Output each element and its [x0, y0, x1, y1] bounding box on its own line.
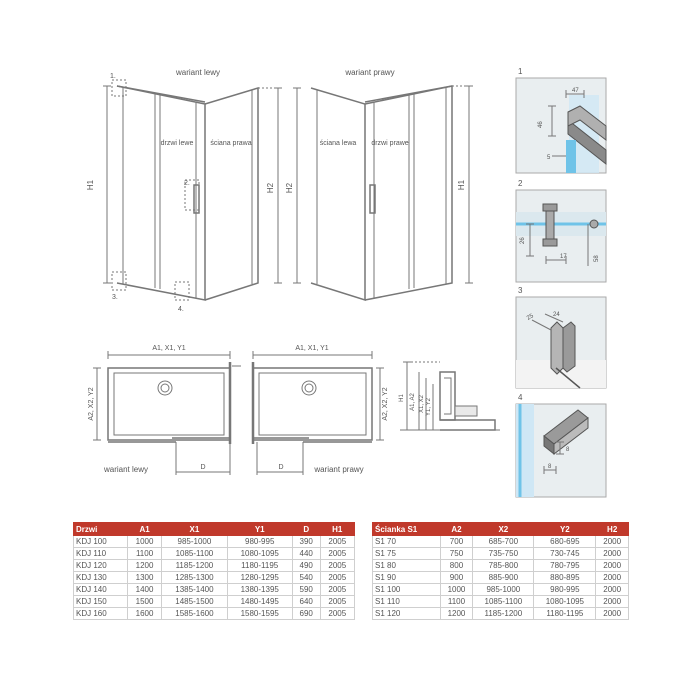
- wall-panel-table-row: [373, 608, 629, 620]
- detail-3-dim-25: 25: [526, 313, 535, 322]
- doors-table-cell: 980-995: [227, 536, 292, 548]
- wall-panel-table-row: [373, 536, 629, 548]
- detail-1-dim-46: 46: [538, 121, 544, 128]
- doors-table-cell: KDJ 100: [74, 536, 128, 548]
- doors-table-header-cell: X1: [162, 523, 227, 536]
- h1-label-left: H1: [86, 179, 95, 191]
- dim-d-left: D: [200, 464, 206, 471]
- wall-panel-table-cell: S1 110: [373, 596, 441, 608]
- detail-4-dim-8-width: 8: [548, 464, 552, 470]
- doors-table-cell: 1400: [127, 584, 161, 596]
- doors-table: [73, 522, 355, 620]
- doors-table-header-cell: Drzwi: [74, 523, 128, 536]
- doors-table-cell: 1580-1595: [227, 608, 292, 620]
- wall-panel-table-cell: 980-995: [534, 584, 596, 596]
- wall-panel-table-header-cell: X2: [473, 523, 534, 536]
- wall-panel-table-cell: 2000: [596, 584, 629, 596]
- doors-table-cell: 1085-1100: [162, 548, 227, 560]
- wall-panel-table-row: [373, 572, 629, 584]
- detail-3-dim-24: 24: [553, 312, 560, 318]
- doors-table-cell: 2005: [320, 560, 354, 572]
- left-variant-elevation: [103, 80, 282, 300]
- detail-3-number: 3: [518, 286, 523, 295]
- drzwi-lewe-label: drzwi lewe: [160, 140, 194, 147]
- detail-box-1: [516, 78, 606, 173]
- wall-panel-table-cell: 880-895: [534, 572, 596, 584]
- wall-panel-table-cell: 2000: [596, 536, 629, 548]
- h2-label-right: H2: [285, 182, 294, 194]
- detail-2-dim-26: 26: [520, 237, 526, 244]
- profile-x1x2-label: X1, X2: [419, 394, 425, 414]
- doors-table-cell: KDJ 160: [74, 608, 128, 620]
- profile-h1-label: H1: [399, 394, 405, 402]
- detail-2-number: 2: [518, 179, 523, 188]
- callout-2-label: 2.: [184, 180, 190, 187]
- doors-table-cell: 440: [292, 548, 320, 560]
- wall-panel-table-cell: 2000: [596, 572, 629, 584]
- doors-table-cell: KDJ 140: [74, 584, 128, 596]
- dim-a1x1y1-left: A1, X1, Y1: [152, 345, 186, 352]
- doors-table-cell: 2005: [320, 608, 354, 620]
- doors-table-cell: 1000: [127, 536, 161, 548]
- wall-panel-table-cell: 700: [440, 536, 473, 548]
- wall-panel-table-cell: S1 120: [373, 608, 441, 620]
- doors-table-header-cell: A1: [127, 523, 161, 536]
- doors-table-cell: 390: [292, 536, 320, 548]
- doors-table-header-cell: Y1: [227, 523, 292, 536]
- wall-panel-table-cell: 2000: [596, 560, 629, 572]
- h1-label-right: H1: [457, 179, 466, 191]
- doors-table-cell: 1280-1295: [227, 572, 292, 584]
- doors-table-cell: KDJ 120: [74, 560, 128, 572]
- doors-table-cell: 2005: [320, 548, 354, 560]
- doors-table-cell: 1485-1500: [162, 596, 227, 608]
- wall-panel-table-body: [373, 536, 629, 620]
- detail-4-number: 4: [518, 393, 523, 402]
- detail-1-dim-47: 47: [572, 88, 579, 94]
- detail-box-3: [516, 297, 606, 388]
- wall-panel-table-cell: 2000: [596, 548, 629, 560]
- callout-4-label: 4.: [178, 306, 184, 313]
- doors-table-header-cell: H1: [320, 523, 354, 536]
- doors-table-cell: 540: [292, 572, 320, 584]
- doors-table-row: [74, 608, 355, 620]
- wall-panel-table-row: [373, 548, 629, 560]
- wall-panel-table-cell: 2000: [596, 596, 629, 608]
- wall-panel-table-cell: 680-695: [534, 536, 596, 548]
- wall-panel-table-cell: 1180-1195: [534, 608, 596, 620]
- doors-table-cell: 985-1000: [162, 536, 227, 548]
- right-variant-elevation: [293, 86, 473, 300]
- wall-panel-table-header-cell: Ścianka S1: [373, 523, 441, 536]
- doors-table-cell: 1100: [127, 548, 161, 560]
- wall-panel-table-cell: 1100: [440, 596, 473, 608]
- wariant-lewy-plan-label: wariant lewy: [103, 465, 149, 474]
- doors-table-cell: 2005: [320, 596, 354, 608]
- doors-table-cell: KDJ 130: [74, 572, 128, 584]
- wall-panel-table-cell: S1 80: [373, 560, 441, 572]
- doors-table-cell: 490: [292, 560, 320, 572]
- wall-panel-table-cell: 735-750: [473, 548, 534, 560]
- wall-panel-table-header-cell: H2: [596, 523, 629, 536]
- profile-y1y2-label: Y1, Y2: [426, 398, 432, 416]
- doors-table-cell: 1600: [127, 608, 161, 620]
- detail-box-2: [516, 190, 606, 282]
- doors-table-header: [74, 523, 355, 536]
- callout-box-4: [175, 282, 189, 300]
- doors-table-cell: 2005: [320, 572, 354, 584]
- wall-panel-table-cell: 785-800: [473, 560, 534, 572]
- doors-table-row: [74, 536, 355, 548]
- detail-2-dim-17: 17: [560, 254, 567, 260]
- dim-a2x2y2-left: A2, X2, Y2: [88, 387, 95, 421]
- wall-panel-table: [372, 522, 629, 620]
- sciana-prawa-label: ściana prawa: [210, 140, 252, 147]
- detail-1-dim-5: 5: [547, 155, 551, 161]
- dim-d-right: D: [278, 464, 284, 471]
- doors-table-row: [74, 560, 355, 572]
- doors-table-cell: 1385-1400: [162, 584, 227, 596]
- doors-table-row: [74, 572, 355, 584]
- doors-table-cell: 590: [292, 584, 320, 596]
- wall-panel-table-row: [373, 596, 629, 608]
- wall-panel-table-cell: 1200: [440, 608, 473, 620]
- wall-panel-table-cell: 1085-1100: [473, 596, 534, 608]
- wall-panel-table-cell: 1080-1095: [534, 596, 596, 608]
- wall-panel-table-cell: 780-795: [534, 560, 596, 572]
- wall-panel-table-cell: S1 90: [373, 572, 441, 584]
- doors-table-cell: 2005: [320, 536, 354, 548]
- doors-table-cell: 1480-1495: [227, 596, 292, 608]
- dim-a2x2y2-right: A2, X2, Y2: [382, 387, 389, 421]
- wariant-lewy-top-label: wariant lewy: [175, 68, 221, 77]
- doors-table-cell: 1585-1600: [162, 608, 227, 620]
- doors-table-header-cell: D: [292, 523, 320, 536]
- wall-panel-table-cell: 730-745: [534, 548, 596, 560]
- h2-label-left: H2: [266, 182, 275, 194]
- doors-table-row: [74, 548, 355, 560]
- doors-table-cell: 2005: [320, 584, 354, 596]
- doors-table-row: [74, 584, 355, 596]
- left-plan-view: [93, 351, 241, 475]
- doors-table-cell: 1180-1195: [227, 560, 292, 572]
- doors-table-cell: 1080-1095: [227, 548, 292, 560]
- doors-table-cell: 1200: [127, 560, 161, 572]
- profile-a1a2-label: A1, A2: [410, 393, 416, 411]
- wall-panel-table-cell: 800: [440, 560, 473, 572]
- doors-table-cell: 1285-1300: [162, 572, 227, 584]
- wall-panel-table-cell: 1185-1200: [473, 608, 534, 620]
- detail-4-dim-8-height: 8: [566, 447, 570, 453]
- wall-panel-table-cell: S1 70: [373, 536, 441, 548]
- doors-table-cell: 690: [292, 608, 320, 620]
- detail-box-4: [516, 404, 606, 497]
- wall-panel-table-cell: 900: [440, 572, 473, 584]
- doors-table-cell: 1500: [127, 596, 161, 608]
- wall-panel-table-row: [373, 560, 629, 572]
- doors-table-cell: 1185-1200: [162, 560, 227, 572]
- wariant-prawy-top-label: wariant prawy: [345, 68, 395, 77]
- drzwi-prawe-label: drzwi prawe: [371, 140, 409, 147]
- wall-panel-table-cell: 750: [440, 548, 473, 560]
- wall-panel-table-header: [373, 523, 629, 536]
- wall-panel-table-cell: 1000: [440, 584, 473, 596]
- callout-3-label: 3.: [112, 294, 118, 301]
- doors-table-cell: 1380-1395: [227, 584, 292, 596]
- wall-panel-table-row: [373, 584, 629, 596]
- doors-table-row: [74, 596, 355, 608]
- callout-box-3: [112, 272, 126, 290]
- doors-table-cell: 640: [292, 596, 320, 608]
- callout-1-label: 1.: [110, 73, 116, 80]
- wariant-prawy-plan-label: wariant prawy: [314, 465, 364, 474]
- wall-panel-table-header-cell: Y2: [534, 523, 596, 536]
- detail-1-number: 1: [518, 67, 523, 76]
- doors-table-cell: KDJ 110: [74, 548, 128, 560]
- wall-panel-table-cell: 2000: [596, 608, 629, 620]
- dim-a1x1y1-right: A1, X1, Y1: [295, 345, 329, 352]
- wall-panel-table-header-cell: A2: [440, 523, 473, 536]
- doors-table-body: [74, 536, 355, 620]
- doors-table-cell: 1300: [127, 572, 161, 584]
- wall-panel-table-cell: S1 100: [373, 584, 441, 596]
- right-plan-view: [253, 351, 384, 475]
- wall-panel-table-cell: 885-900: [473, 572, 534, 584]
- sciana-lewa-label: ściana lewa: [319, 140, 357, 147]
- doors-table-cell: KDJ 150: [74, 596, 128, 608]
- wall-panel-table-cell: 685-700: [473, 536, 534, 548]
- detail-2-dim-58: 58: [594, 255, 600, 262]
- wall-panel-table-cell: 985-1000: [473, 584, 534, 596]
- spec-tables: [0, 522, 700, 642]
- wall-panel-table-cell: S1 75: [373, 548, 441, 560]
